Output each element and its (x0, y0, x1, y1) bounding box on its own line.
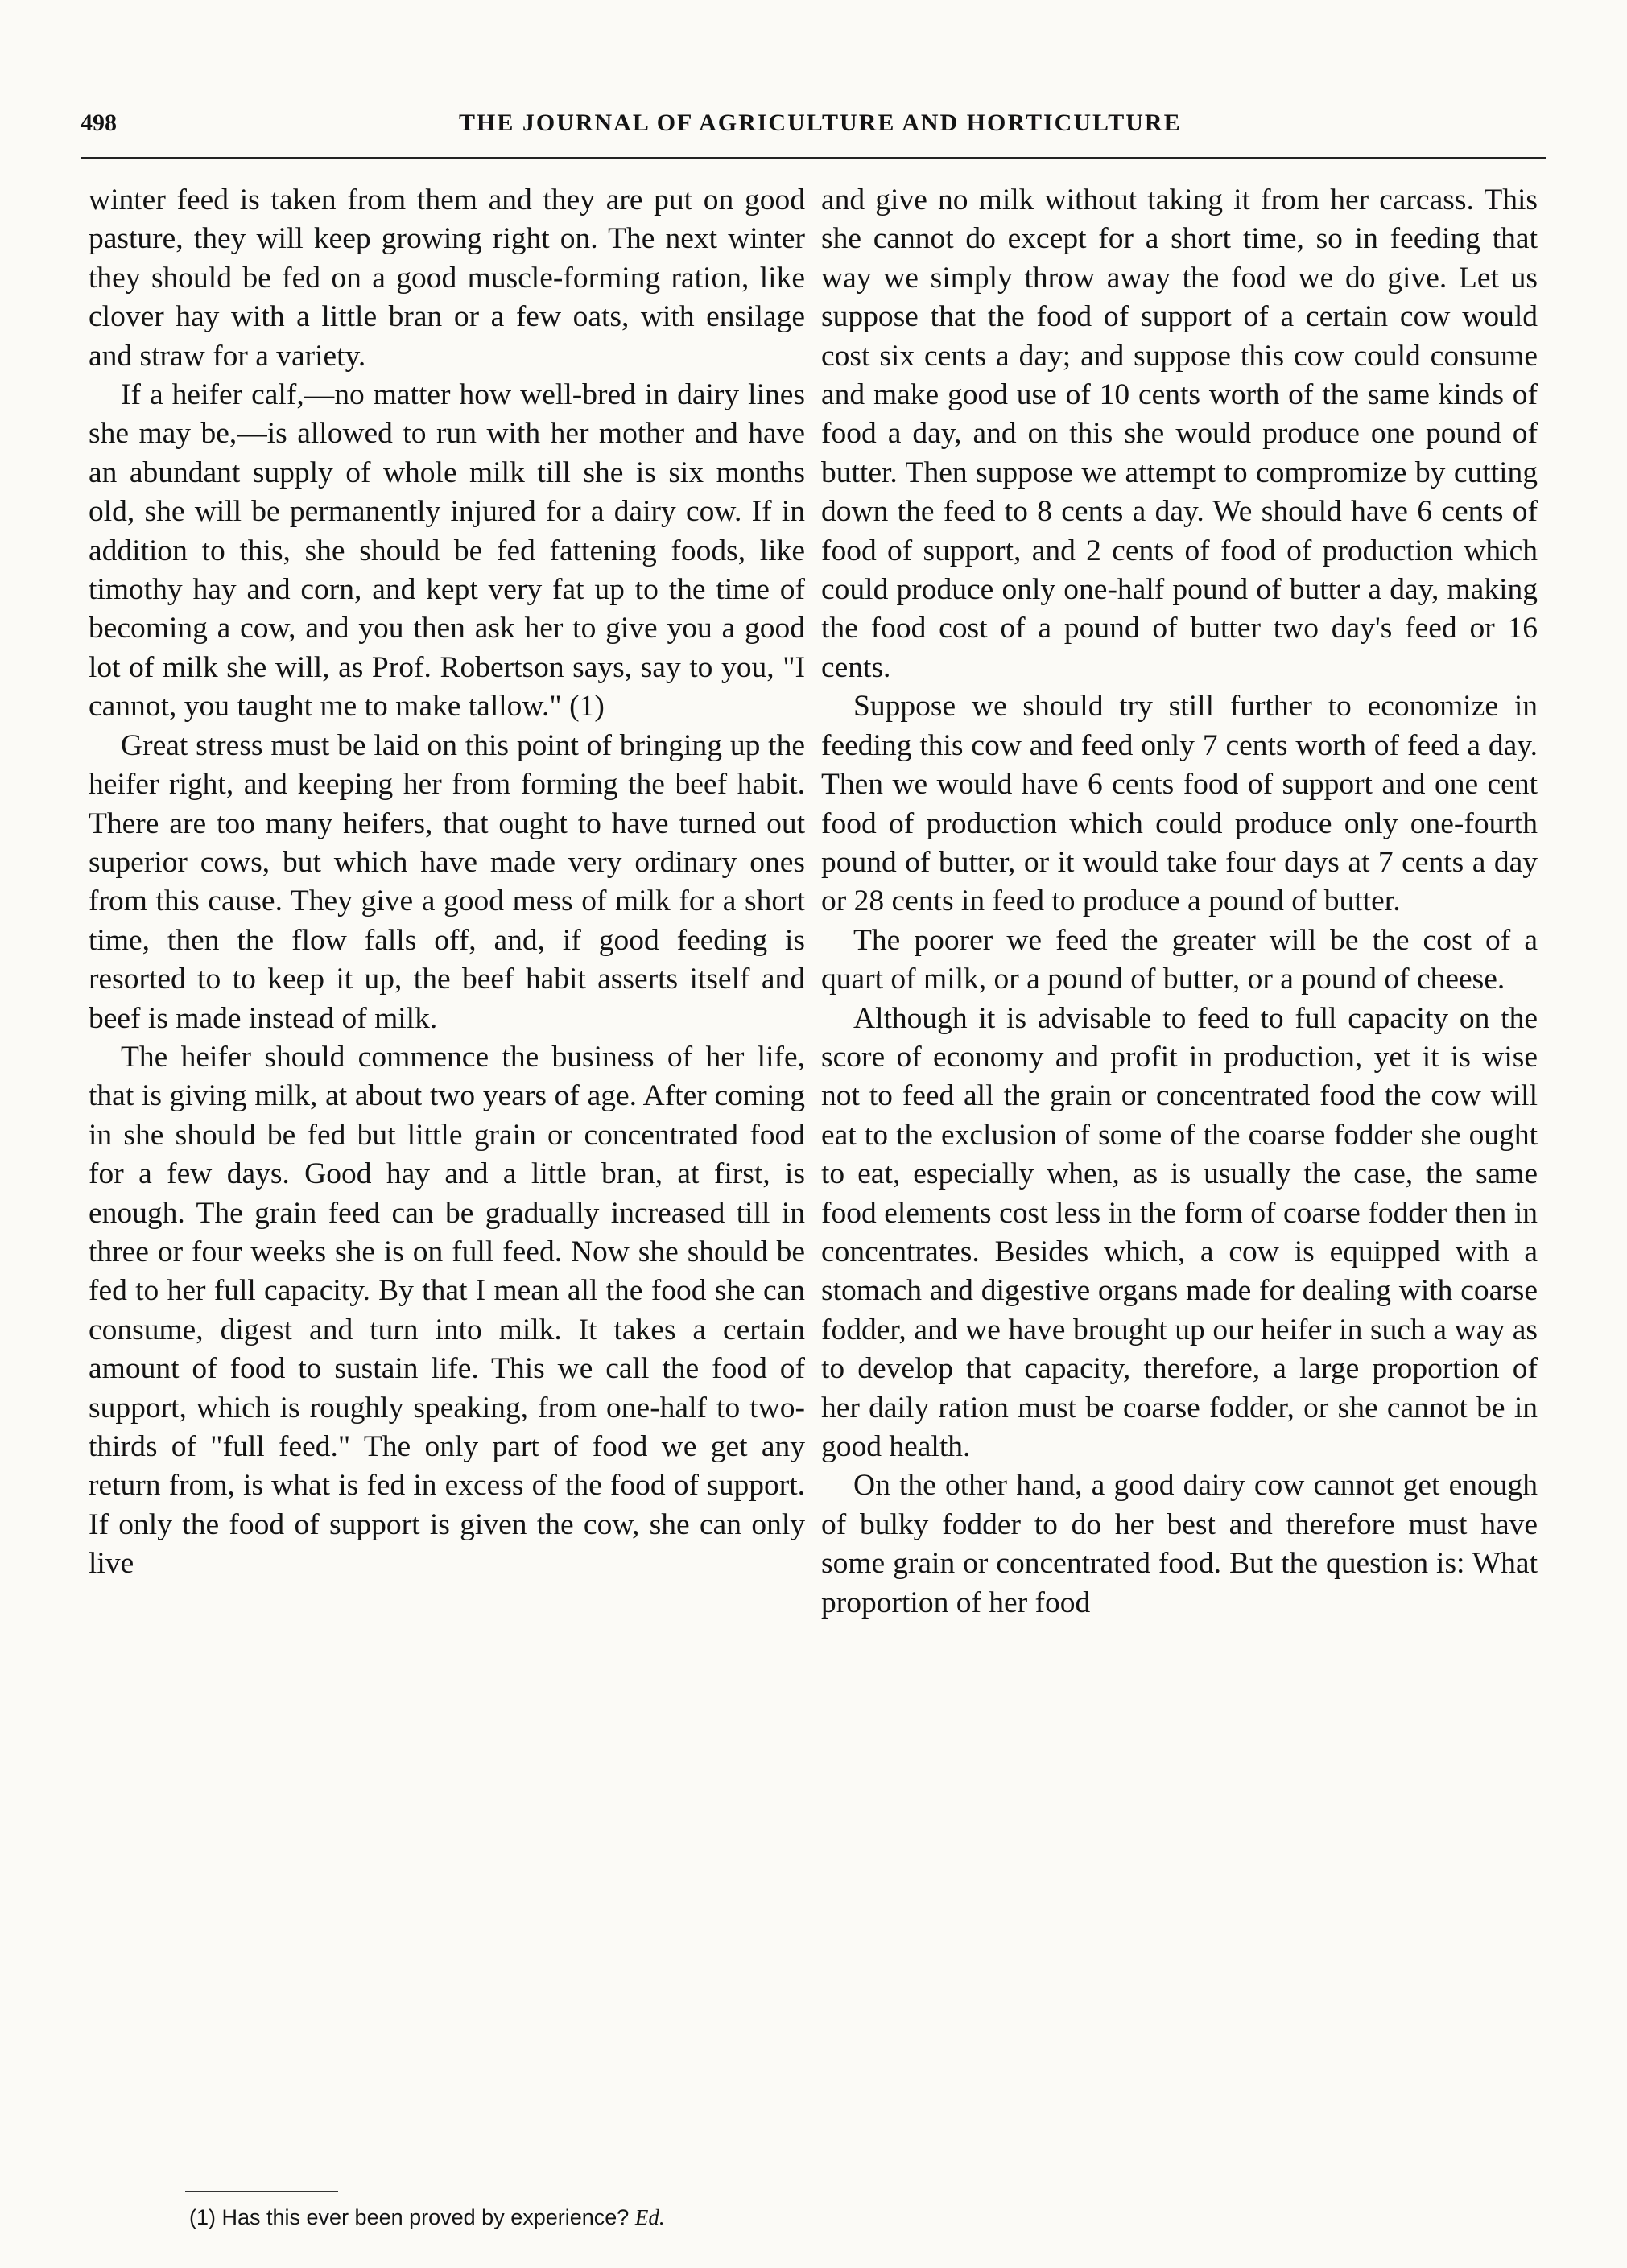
footnote-editor: Ed. (634, 2205, 665, 2229)
right-column (821, 181, 1538, 1623)
footnote-rule (185, 2191, 338, 2192)
paragraph: winter feed is taken from them and they are put on good pasture, they will keep growing right on. The next winter they should be fed on a good muscle-forming ration, like clover hay with a little bran or a few oats, with ensilage and straw for a variety. (89, 184, 805, 373)
paragraph: Suppose we should try still further to economize in feeding this cow and feed only 7 cents worth of feed a day. Then we would have 6 cents food of support and one cent food of production which could produce only one-fourth pound of butter, or it would take four days at 7 cents a day or 28 cents in feed to produce a pound of butter. (821, 690, 1538, 918)
footnote-text: (1) Has this ever been proved by experience? (189, 2205, 630, 2229)
paragraph: On the other hand, a good dairy cow cannot get enough of bulky fodder to do her best and therefore must have some grain or concentrated food. But the question is: What proportion of her food (821, 1469, 1538, 1619)
page-header (81, 105, 1546, 153)
paragraph: The poorer we feed the greater will be the cost of a quart of milk, or a pound of butter, or a pound of cheese. (821, 923, 1538, 996)
paragraph: Although it is advisable to feed to full capacity on the score of economy and profit in production, yet it is wise not to feed all the grain or concentrated food the cow will eat to the exclusion of some of the coarse fodder she ought to eat, especially when, as is usually the case, the same food elements cost less in the form of coarse fodder then in concentrates. Besides which, a cow is equipped with a stomach and digestive organs made for dealing with coarse fodder, and we have brought up our heifer in such a way as to develop that capacity, therefore, a large proportion of her daily ration must be coarse fodder, or she cannot be in good health. (821, 1001, 1538, 1463)
footnote (189, 2205, 833, 2230)
paragraph: The heifer should commence the business of her life, that is giving milk, at about two years of age. After coming in she should be fed but little grain or concentrated food for a few days. Good hay and a little bran, at first, is enough. The grain feed can be gradually increased till in three or four weeks she is on full feed. Now she should be fed to her full capacity. By that I mean all the food she can consume, digest and turn into milk. It takes a certain amount of food to sustain life. This we call the food of support, which is roughly speaking, from one-half to two-thirds of "full feed." The only part of food we get any return from, is what is fed in excess of the food of support. If only the food of support is given the cow, she can only live (89, 1040, 805, 1581)
paragraph: and give no milk without taking it from her carcass. This she cannot do except for a short time, so in feeding that way we simply throw away the food we do give. Let us suppose that the food of support of a certain cow would cost six cents a day; and suppose this cow could consume and make good use of 10 cents worth of the same kinds of food a day, and on this she would produce one pound of butter. Then suppose we attempt to compromize by cutting down the feed to 8 cents a day. We should have 6 cents of food of support, and 2 cents of food of production which could produce only one-half pound of butter a day, making the food cost of a pound of butter two day's feed or 16 cents. (821, 184, 1538, 684)
page-number: 498 (81, 109, 117, 136)
header-rule (81, 157, 1546, 159)
left-column (89, 181, 805, 1584)
paragraph: If a heifer calf,—no matter how well-bred in dairy lines she may be,—is allowed to run with her mother and have an abundant supply of whole milk till she is six months old, she will be permanently injured for a dairy cow. If in addition to this, she should be fed fattening foods, like timothy hay and corn, and kept very fat up to the time of becoming a cow, and you then ask her to give you a good lot of milk she will, as Prof. Robertson says, say to you, "I cannot, you taught me to make tallow." (1) (89, 378, 805, 724)
paragraph: Great stress must be laid on this point of bringing up the heifer right, and keeping her from forming the beef habit. There are too many heifers, that ought to have turned out superior cows, but which have made very ordinary ones from this cause. They give a good mess of milk for a short time, then the flow falls off, and, if good feeding is resorted to to keep it up, the beef habit asserts itself and beef is made instead of milk. (89, 728, 805, 1035)
running-title: THE JOURNAL OF AGRICULTURE AND HORTICULTURE (459, 109, 1182, 136)
